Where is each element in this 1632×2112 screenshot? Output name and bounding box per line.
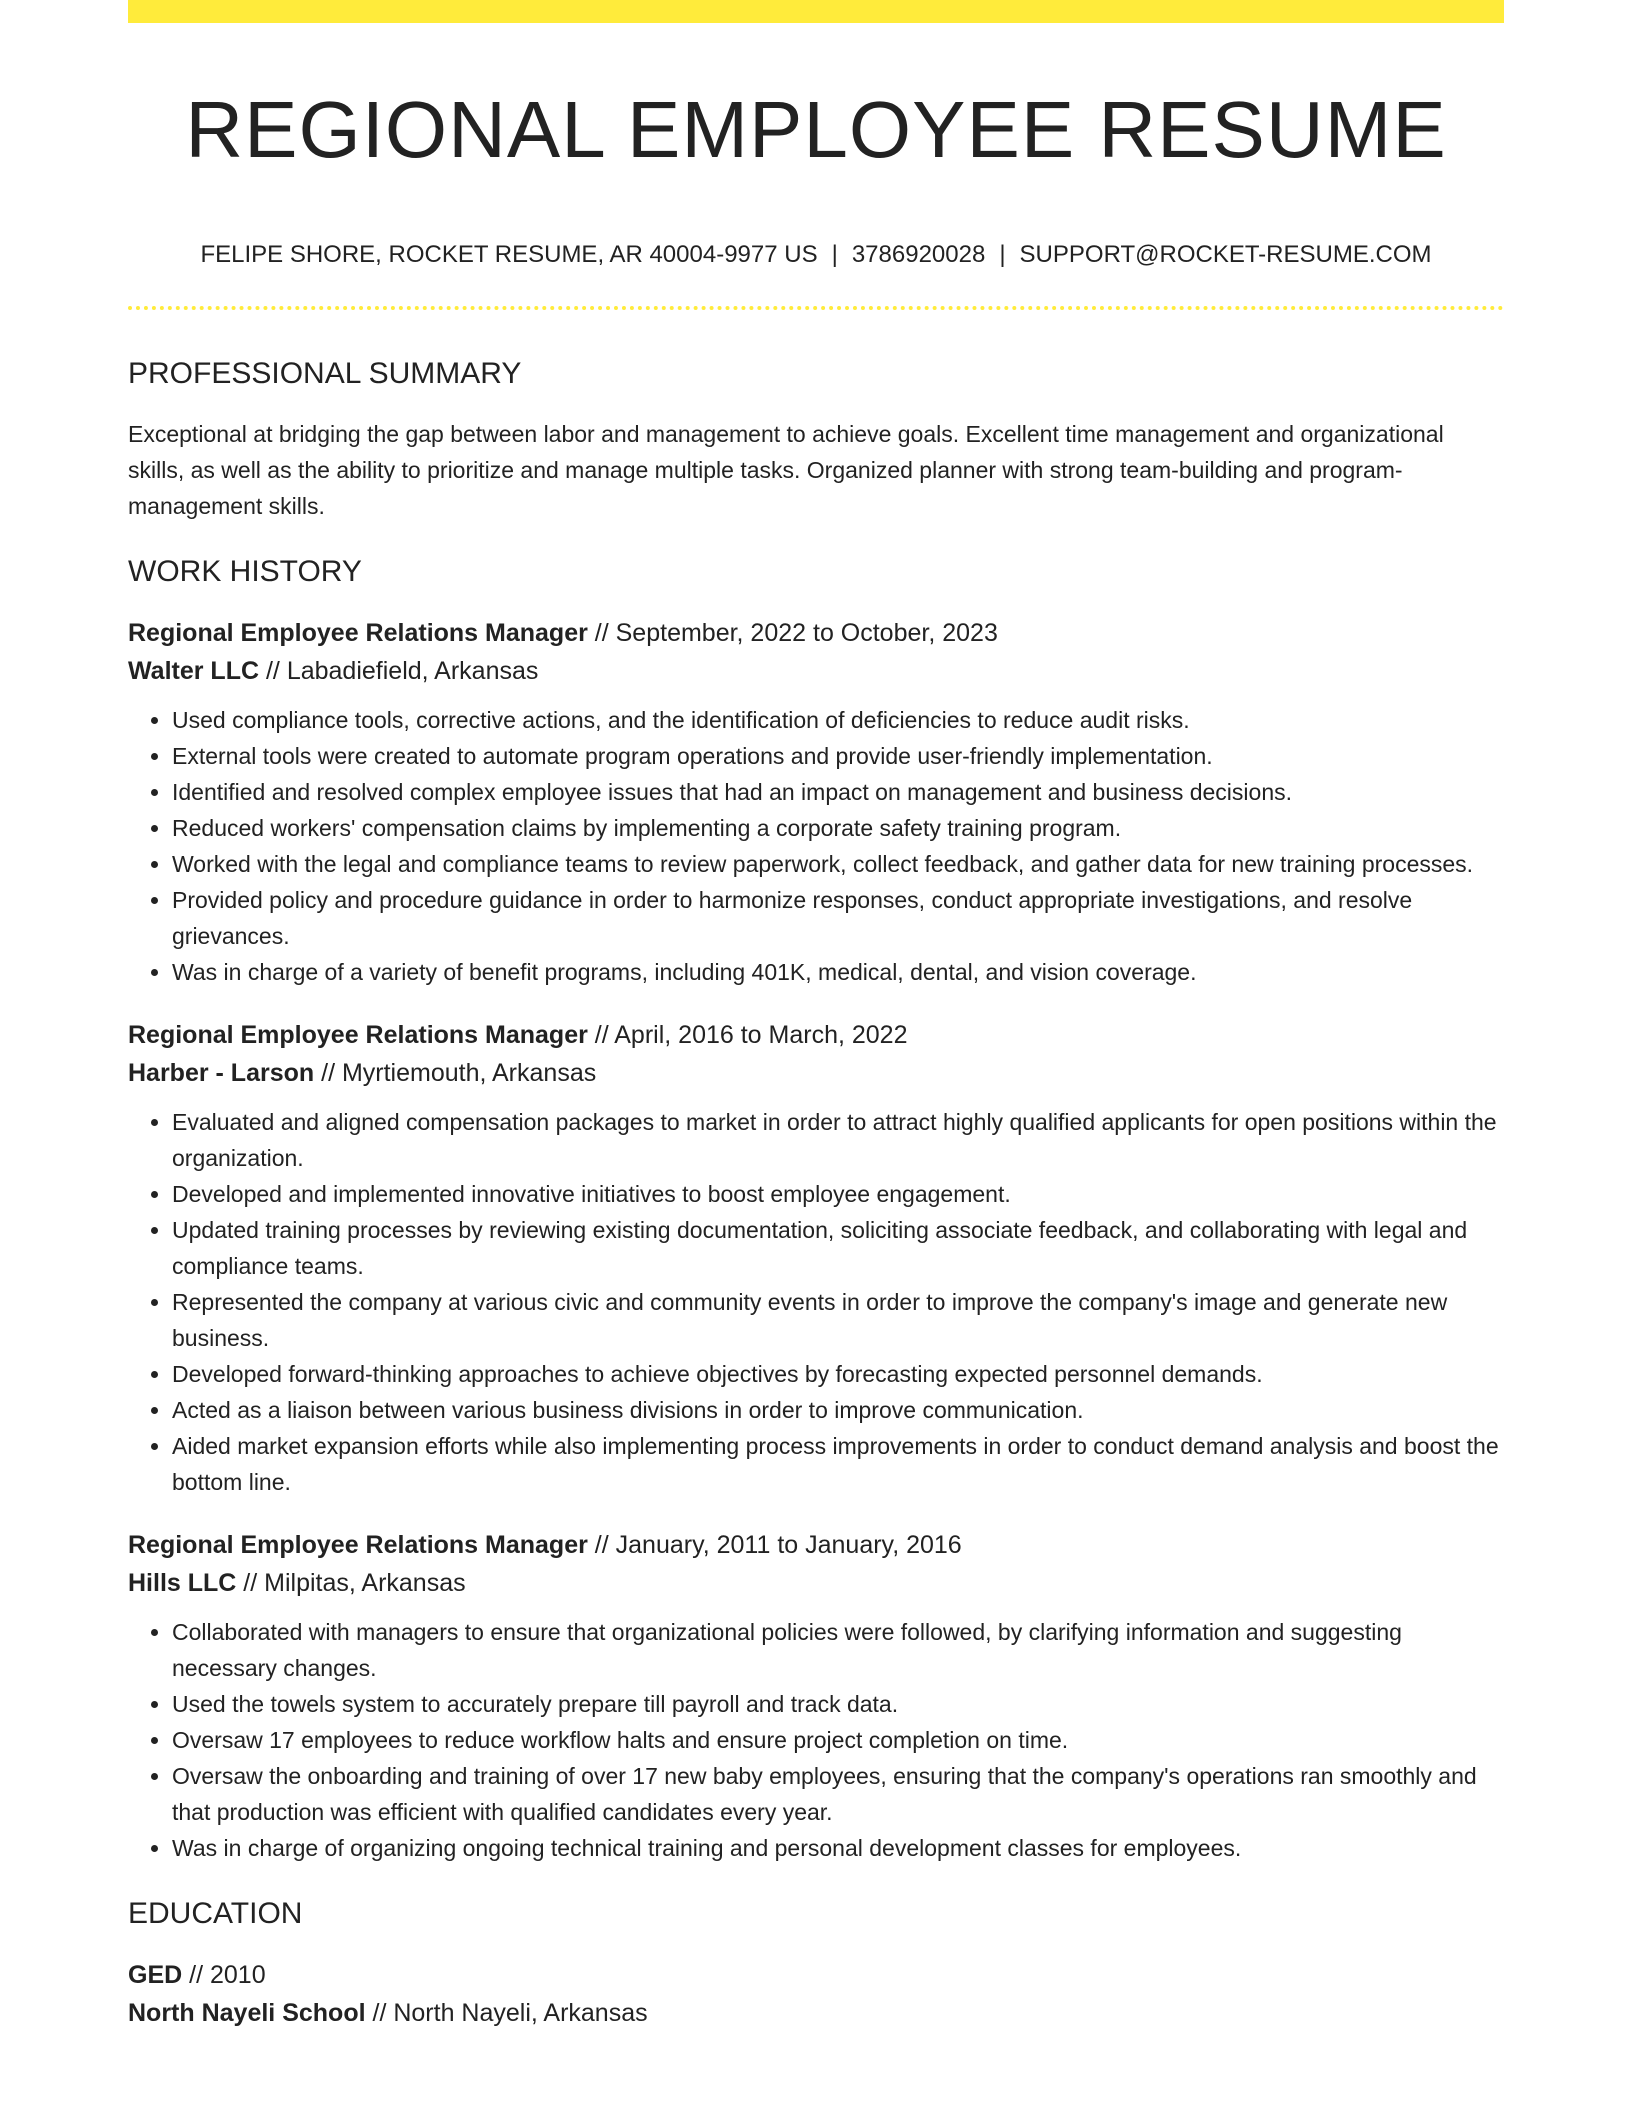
job-title-line: [128, 1526, 1504, 1564]
job-bullet: • Evaluated and aligned compensation packages to market in order to attract highly qualified applicants for open positions within the organization.: [172, 1104, 1504, 1176]
job-bullet-list: [128, 702, 1504, 990]
job-bullet: • Acted as a liaison between various business divisions in order to improve communication.: [172, 1392, 1504, 1428]
education-entry: [128, 1956, 1504, 2032]
job-title-line: [128, 614, 1504, 652]
job-title: Regional Employee Relations Manager: [128, 1531, 588, 1559]
job-dates: // January, 2011 to January, 2016: [594, 1531, 962, 1559]
contact-separator: |: [831, 241, 838, 268]
job-company-line: [128, 652, 1504, 690]
job-company: Walter LLC: [128, 657, 260, 685]
work-history-list: [128, 614, 1504, 1866]
job-dates: // April, 2016 to March, 2022: [594, 1021, 908, 1049]
job-title: Regional Employee Relations Manager: [128, 1021, 588, 1049]
job-location: // Myrtiemouth, Arkansas: [321, 1059, 597, 1087]
job-bullet-list: [128, 1104, 1504, 1500]
summary-heading: PROFESSIONAL SUMMARY: [128, 357, 522, 390]
job-bullet: • Reduced workers' compensation claims by implementing a corporate safety training program.: [172, 810, 1504, 846]
education-school-line: [128, 1994, 1504, 2032]
job-title: Regional Employee Relations Manager: [128, 619, 588, 647]
resume-content: [128, 352, 1504, 2032]
job-bullet: • Provided policy and procedure guidance in order to harmonize responses, conduct appropriate investigations, and resolve grievances.: [172, 882, 1504, 954]
job-bullet: • Developed and implemented innovative initiatives to boost employee engagement.: [172, 1176, 1504, 1212]
job-bullet: • Developed forward-thinking approaches to achieve objectives by forecasting expected personnel demands.: [172, 1356, 1504, 1392]
contact-address: FELIPE SHORE, ROCKET RESUME, AR 40004-9977 US: [200, 241, 818, 268]
education-heading: EDUCATION: [128, 1897, 303, 1930]
job-entry: [128, 1016, 1504, 1500]
job-bullet: • Was in charge of a variety of benefit programs, including 401K, medical, dental, and vision coverage.: [172, 954, 1504, 990]
job-location: // Labadiefield, Arkansas: [265, 657, 539, 685]
accent-top-bar: [128, 0, 1504, 23]
job-bullet: • Used the towels system to accurately prepare till payroll and track data.: [172, 1686, 1504, 1722]
job-bullet: • Collaborated with managers to ensure that organizational policies were followed, by clarifying information and suggesting necessary changes.: [172, 1614, 1504, 1686]
job-bullet: • External tools were created to automate program operations and provide user-friendly implementation.: [172, 738, 1504, 774]
education-school: North Nayeli School: [128, 1999, 366, 2027]
job-bullet: • Oversaw 17 employees to reduce workflow halts and ensure project completion on time.: [172, 1722, 1504, 1758]
job-bullet: • Used compliance tools, corrective actions, and the identification of deficiencies to reduce audit risks.: [172, 702, 1504, 738]
job-company-line: [128, 1564, 1504, 1602]
job-bullet: • Worked with the legal and compliance teams to review paperwork, collect feedback, and gather data for new training processes.: [172, 846, 1504, 882]
job-bullet: • Was in charge of organizing ongoing technical training and personal development classes for employees.: [172, 1830, 1504, 1866]
job-bullet: • Updated training processes by reviewing existing documentation, soliciting associate feedback, and collaborating with legal and compliance teams.: [172, 1212, 1504, 1284]
contact-separator: |: [999, 241, 1006, 268]
job-bullet: • Identified and resolved complex employee issues that had an impact on management and business decisions.: [172, 774, 1504, 810]
page-title: REGIONAL EMPLOYEE RESUME: [185, 85, 1447, 174]
job-bullet: • Oversaw the onboarding and training of over 17 new baby employees, ensuring that the company's operations ran smoothly and that production was efficient with qualified candidates every year.: [172, 1758, 1504, 1830]
job-bullet: • Represented the company at various civic and community events in order to improve the company's image and generate new business.: [172, 1284, 1504, 1356]
job-title-line: [128, 1016, 1504, 1054]
job-entry: [128, 614, 1504, 990]
job-bullet: • Aided market expansion efforts while also implementing process improvements in order to conduct demand analysis and boost the bottom line.: [172, 1428, 1504, 1500]
job-dates: // September, 2022 to October, 2023: [594, 619, 998, 647]
contact-phone: 3786920028: [851, 241, 986, 268]
resume-page: [128, 0, 1504, 2112]
job-company-line: [128, 1054, 1504, 1092]
job-entry: [128, 1526, 1504, 1866]
job-bullet-list: [128, 1614, 1504, 1866]
education-location: // North Nayeli, Arkansas: [372, 1999, 648, 2027]
job-location: // Milpitas, Arkansas: [243, 1569, 466, 1597]
dotted-divider: [128, 306, 1504, 310]
education-degree: GED: [128, 1961, 183, 1989]
contact-line: [128, 238, 1504, 272]
job-company: Harber - Larson: [128, 1059, 315, 1087]
contact-email: SUPPORT@ROCKET-RESUME.COM: [1019, 241, 1432, 268]
job-company: Hills LLC: [128, 1569, 237, 1597]
work-history-heading: WORK HISTORY: [128, 555, 362, 588]
education-degree-line: [128, 1956, 1504, 1994]
summary-text: Exceptional at bridging the gap between labor and management to achieve goals. Excellent time management and organizational skills, as well as the ability to prioritize and manage multiple tasks. Organized planner with strong team-building and program-management skills.: [128, 421, 1444, 519]
education-year: // 2010: [189, 1961, 266, 1989]
